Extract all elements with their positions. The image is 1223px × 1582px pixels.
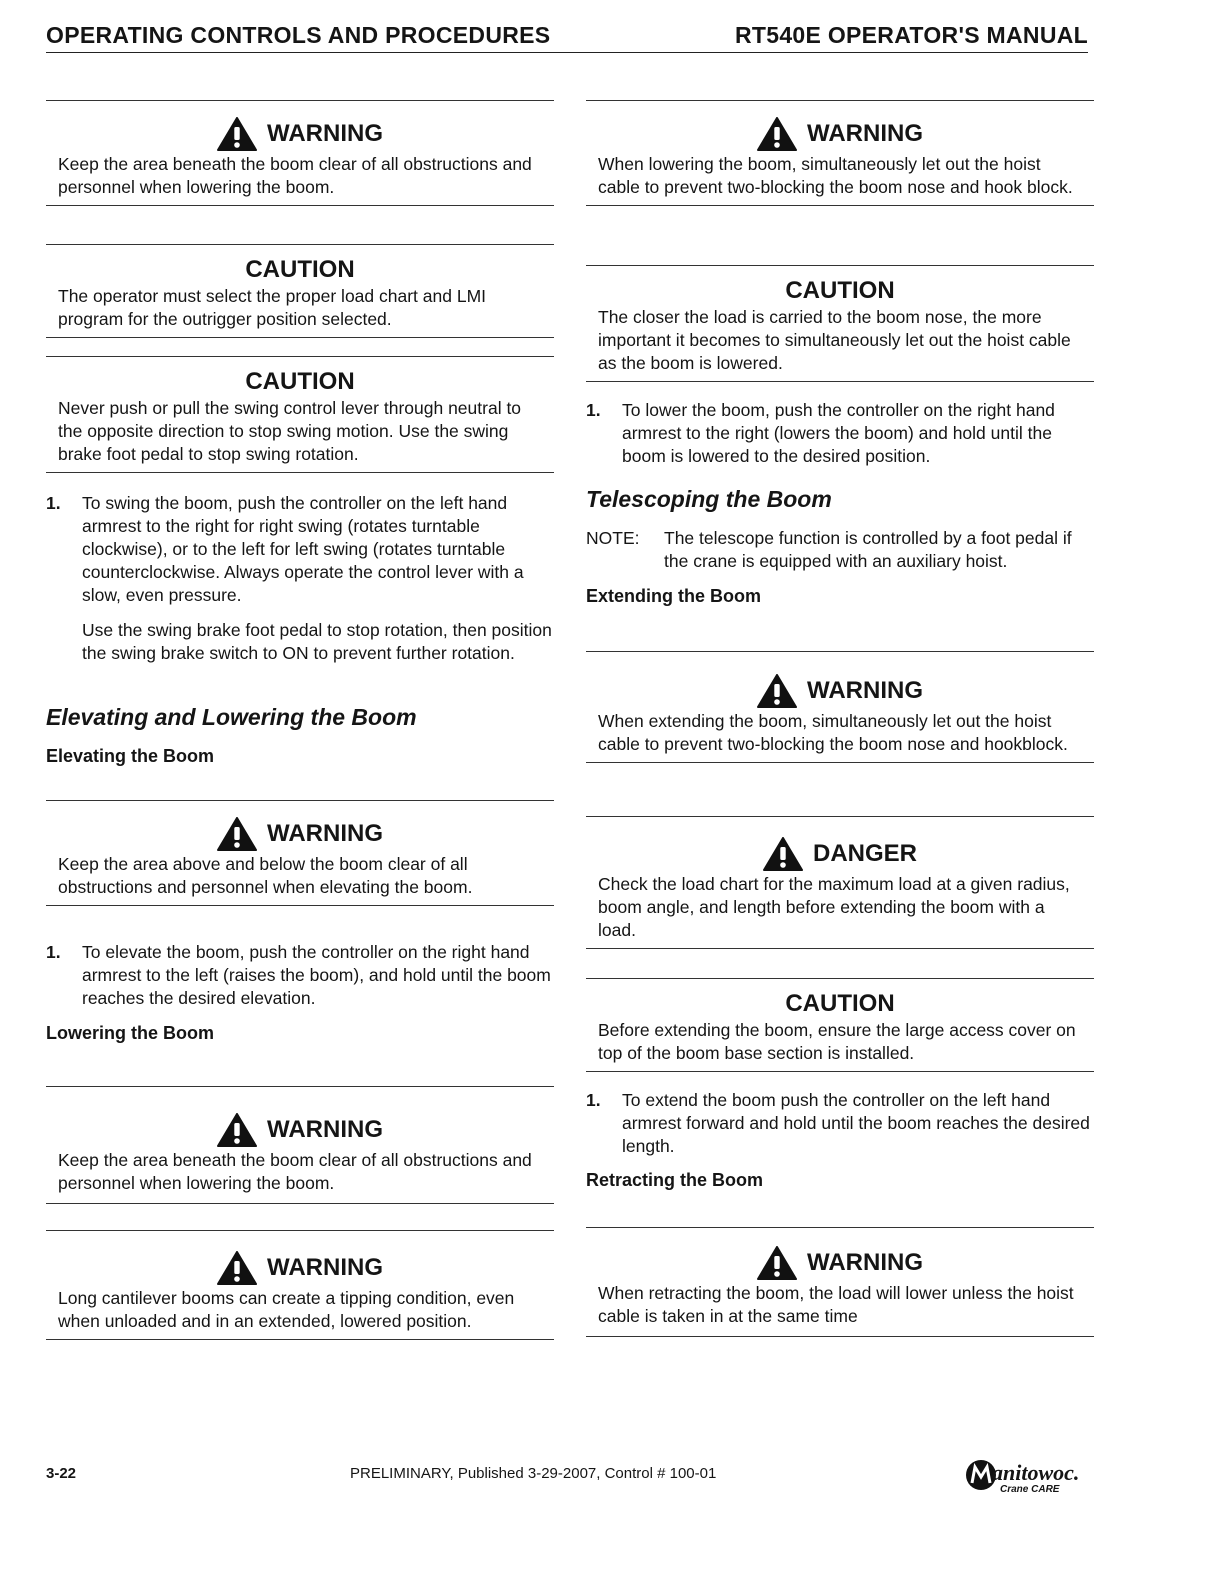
list-item [46, 941, 554, 1022]
note-text: The telescope function is controlled by a foot pedal if the crane is equipped with an auxiliary hoist. [664, 528, 1072, 571]
section-heading: Elevating and Lowering the Boom [46, 704, 417, 730]
list-item [586, 399, 1094, 480]
warning-text: When retracting the boom, the load will lower unless the hoist cable is taken in at the same time [598, 1283, 1074, 1326]
warning-box [586, 100, 1094, 206]
caution-box [586, 978, 1094, 1072]
caution-box [46, 356, 554, 473]
warning-text: When lowering the boom, simultaneously let out the hoist cable to prevent two-blocking the boom nose and hook block. [598, 154, 1073, 197]
warning-text: Keep the area beneath the boom clear of all obstructions and personnel when lowering the boom. [58, 1150, 532, 1193]
caution-text: Never push or pull the swing control lever through neutral to the opposite direction to stop swing motion. Use the swing brake foot pedal to stop swing rotation. [58, 398, 522, 464]
warning-label: WARNING [267, 1116, 383, 1143]
subsection-heading: Extending the Boom [586, 586, 761, 606]
warning-label: WARNING [807, 1249, 923, 1276]
step-number: 1. [46, 942, 61, 962]
subsection-heading: Retracting the Boom [586, 1170, 764, 1190]
warning-label: WARNING [267, 820, 383, 847]
warning-label: WARNING [807, 677, 923, 704]
logo-text: anitowoc. [992, 1460, 1080, 1485]
manual-title: RT540E OPERATOR'S MANUAL [734, 22, 1088, 48]
warning-label: WARNING [267, 1254, 383, 1281]
warning-text: Long cantilever booms can create a tipping condition, even when unloaded and in an extended, lowered position. [58, 1288, 515, 1331]
danger-label: DANGER [812, 840, 917, 867]
danger-icon [763, 837, 803, 871]
warning-box [586, 1227, 1094, 1337]
warning-icon [217, 117, 257, 151]
warning-icon [757, 674, 797, 708]
caution-label: CAUTION [785, 990, 895, 1017]
warning-box [46, 1230, 554, 1340]
subsection-heading: Elevating the Boom [46, 746, 215, 766]
logo-subtext: Crane CARE [1000, 1484, 1060, 1495]
caution-box [46, 244, 554, 338]
step-text: To elevate the boom, push the controller on the right hand armrest to the left (raises the boom), and hold until the boom reaches the desired elevation. [82, 942, 551, 1008]
warning-icon [217, 1251, 257, 1285]
header-rule [46, 52, 1088, 53]
warning-label: WARNING [807, 120, 923, 147]
warning-text: When extending the boom, simultaneously let out the hoist cable to prevent two-blocking the boom nose and hookblock. [598, 711, 1068, 754]
caution-text: The operator must select the proper load chart and LMI program for the outrigger position selected. [58, 286, 487, 329]
warning-icon [217, 1113, 257, 1147]
manitowoc-logo [964, 1456, 1094, 1500]
danger-box [586, 816, 1094, 949]
caution-text: The closer the load is carried to the boom nose, the more important it becomes to simultaneously let out the hoist cable as the boom is lowered. [598, 307, 1071, 373]
warning-box [46, 800, 554, 906]
warning-icon [757, 1246, 797, 1280]
caution-label: CAUTION [785, 277, 895, 304]
step-text: To swing the boom, push the controller on the left hand armrest to the right for right swing (rotates turntable clockwise), or to the left for left swing (rotates turntable counterclockwise. Always operate the control lever with a slow, even pressure. [82, 493, 524, 605]
caution-label: CAUTION [245, 256, 355, 283]
note-label: NOTE: [586, 528, 640, 548]
warning-text: Keep the area beneath the boom clear of all obstructions and personnel when lowering the boom. [58, 154, 532, 197]
warning-label: WARNING [267, 120, 383, 147]
step-text: To extend the boom push the controller on the left hand armrest forward and hold until the boom reaches the desired length. [622, 1090, 1090, 1156]
step-number: 1. [586, 400, 601, 420]
publication-info: PRELIMINARY, Published 3-29-2007, Control # 100-01 [350, 1465, 717, 1482]
step-text: To lower the boom, push the controller on the right hand armrest to the right (lowers the boom) and hold until the boom is lowered to the desired position. [622, 400, 1055, 466]
caution-text: Before extending the boom, ensure the large access cover on top of the boom base section is installed. [598, 1020, 1076, 1063]
warning-box [46, 100, 554, 206]
caution-box [586, 265, 1094, 382]
list-item [586, 1089, 1094, 1170]
section-title: OPERATING CONTROLS AND PROCEDURES [46, 22, 551, 48]
note [586, 527, 1094, 573]
page-number: 3-22 [46, 1465, 77, 1482]
warning-text: Keep the area above and below the boom clear of all obstructions and personnel when elevating the boom. [58, 854, 473, 897]
step-number: 1. [46, 493, 61, 513]
subsection-heading: Lowering the Boom [46, 1023, 214, 1043]
step-number: 1. [586, 1090, 601, 1110]
warning-box [586, 651, 1094, 763]
warning-box [46, 1086, 554, 1204]
danger-text: Check the load chart for the maximum load at a given radius, boom angle, and length before extending the boom with a load. [598, 874, 1070, 940]
caution-label: CAUTION [245, 368, 355, 395]
warning-icon [217, 817, 257, 851]
step-text: Use the swing brake foot pedal to stop rotation, then position the swing brake switch to ON to prevent further rotation. [82, 620, 552, 663]
section-heading: Telescoping the Boom [586, 486, 832, 512]
list-item [46, 492, 554, 677]
warning-icon [757, 117, 797, 151]
